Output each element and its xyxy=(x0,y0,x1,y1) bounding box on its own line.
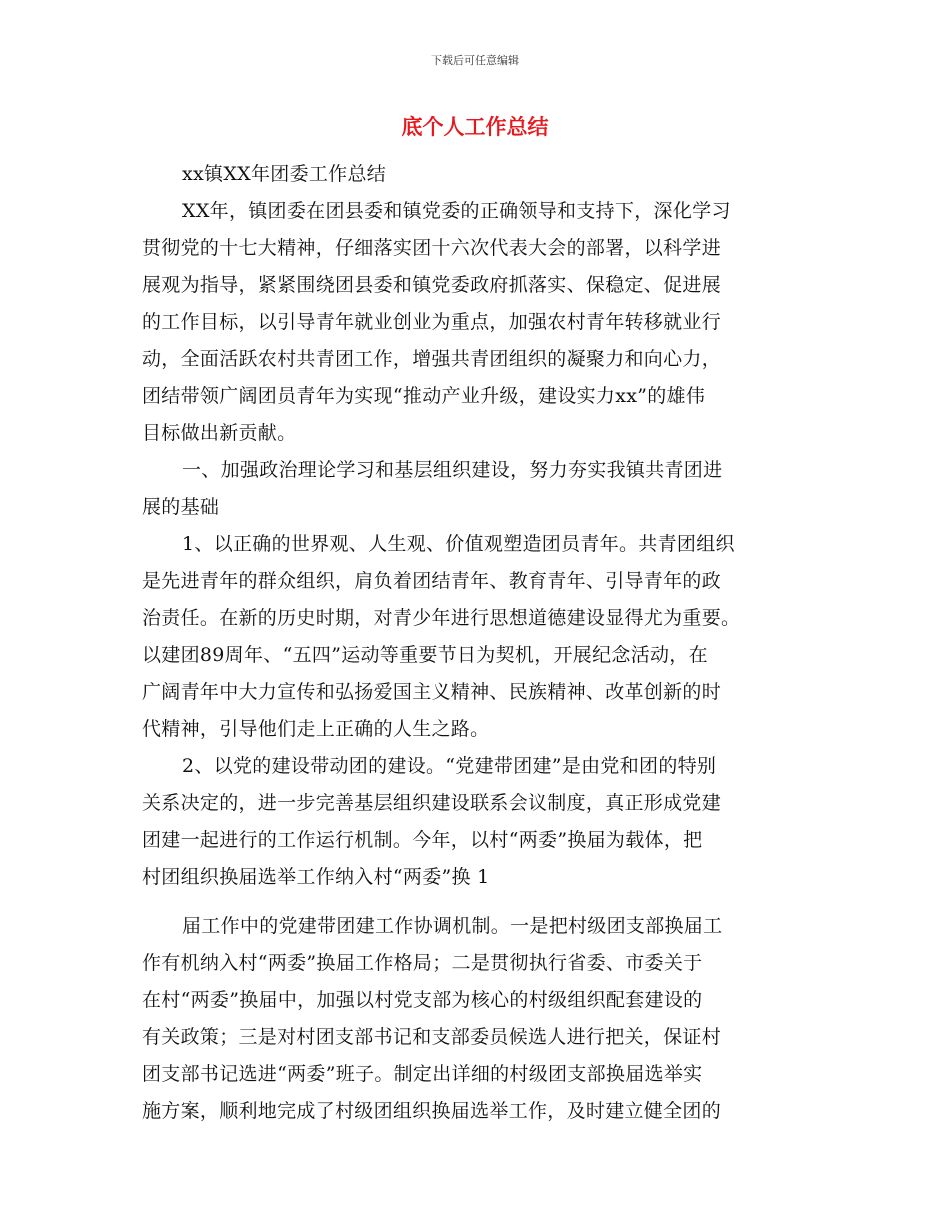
paragraph-line: 村团组织换届选举工作纳入村“两委”换 1 xyxy=(142,866,490,888)
paragraph-line: 团支部书记选进“两委”班子。制定出详细的村级团支部换届选举实 xyxy=(142,1063,703,1085)
paragraph-line: 动，全面活跃农村共青团工作，增强共青团组织的凝聚力和向心力， xyxy=(142,348,722,370)
paragraph-line: 广阔青年中大力宣传和弘扬爱国主义精神、民族精神、改革创新的时 xyxy=(142,681,722,703)
paragraph-line: 团结带领广阔团员青年为实现“推动产业升级，建设实力xx”的雄伟 xyxy=(142,385,706,407)
paragraph-line: 治责任。在新的历史时期，对青少年进行思想道德建设显得尤为重要。 xyxy=(142,607,741,629)
paragraph-line: 一、加强政治理论学习和基层组织建设，努力夯实我镇共青团进 xyxy=(182,459,723,481)
page-header-note: 下载后可任意编辑 xyxy=(431,54,519,67)
paragraph-line: 团建一起进行的工作运行机制。今年，以村“两委”换届为载体，把 xyxy=(142,829,703,851)
paragraph-line: 有关政策；三是对村团支部书记和支部委员候选人进行把关，保证村 xyxy=(142,1026,722,1048)
paragraph-line: 1、以正确的世界观、人生观、价值观塑造团员青年。共青团组织 xyxy=(182,533,735,555)
paragraph-line: 届工作中的党建带团建工作协调机制。一是把村级团支部换届工 xyxy=(182,915,723,937)
paragraph-line: 是先进青年的群众组织，肩负着团结青年、教育青年、引导青年的政 xyxy=(142,570,722,592)
paragraph-line: 的工作目标，以引导青年就业创业为重点，加强农村青年转移就业行 xyxy=(142,311,722,333)
paragraph-line: 关系决定的，进一步完善基层组织建设联系会议制度，真正形成党建 xyxy=(142,792,722,814)
paragraph-line: 目标做出新贡献。 xyxy=(142,422,297,444)
paragraph-line: 贯彻党的十七大精神，仔细落实团十六次代表大会的部署，以科学进 xyxy=(142,237,722,259)
document-title: 底个人工作总结 xyxy=(401,115,549,139)
paragraph-line: 展的基础 xyxy=(142,496,220,518)
paragraph-line: 以建团89周年、“五四”运动等重要节日为契机，开展纪念活动，在 xyxy=(142,644,708,666)
paragraph-line: 在村“两委”换届中，加强以村党支部为核心的村级组织配套建设的 xyxy=(142,989,703,1011)
document-body xyxy=(142,156,810,1130)
section-heading: xx镇XX年团委工作总结 xyxy=(182,163,387,185)
paragraph-line: 作有机纳入村“两委”换届工作格局；二是贯彻执行省委、市委关于 xyxy=(142,952,703,974)
paragraph-line: 施方案，顺利地完成了村级团组织换届选举工作，及时建立健全团的 xyxy=(142,1100,722,1122)
paragraph-line: 展观为指导，紧紧围绕团县委和镇党委政府抓落实、保稳定、促进展 xyxy=(142,274,722,296)
paragraph-line: XX年，镇团委在团县委和镇党委的正确领导和支持下，深化学习 xyxy=(182,200,731,222)
paragraph-line: 代精神，引导他们走上正确的人生之路。 xyxy=(142,718,490,740)
paragraph-line: 2、以党的建设带动团的建设。“党建带团建”是由党和团的特别 xyxy=(182,755,717,777)
